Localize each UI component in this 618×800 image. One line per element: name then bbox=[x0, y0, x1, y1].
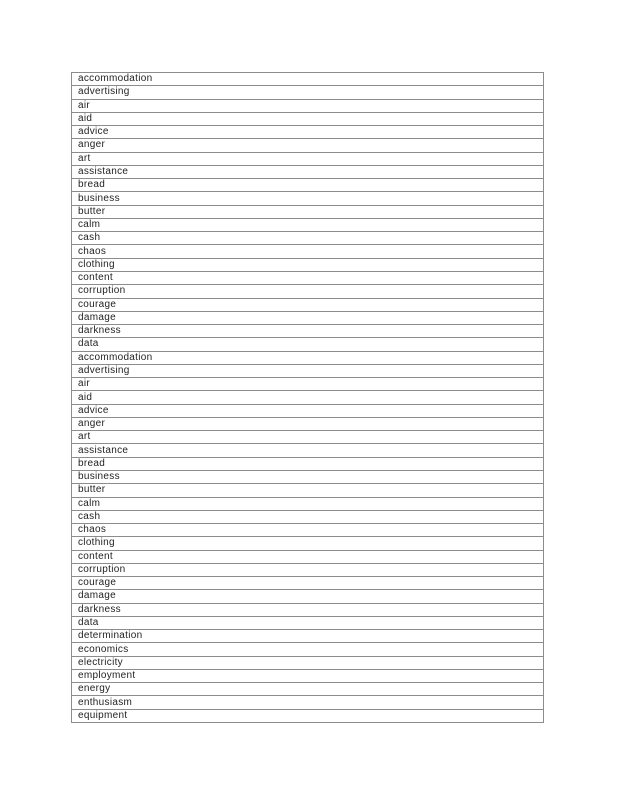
word-cell: bread bbox=[72, 457, 544, 470]
table-row bbox=[72, 709, 544, 722]
word-cell: electricity bbox=[72, 656, 544, 669]
table-row bbox=[72, 139, 544, 152]
word-cell: content bbox=[72, 271, 544, 284]
word-cell: courage bbox=[72, 298, 544, 311]
word-cell: advertising bbox=[72, 86, 544, 99]
table-row bbox=[72, 351, 544, 364]
table-row bbox=[72, 338, 544, 351]
word-cell: anger bbox=[72, 417, 544, 430]
word-cell: art bbox=[72, 152, 544, 165]
word-cell: economics bbox=[72, 643, 544, 656]
table-row bbox=[72, 524, 544, 537]
table-row bbox=[72, 192, 544, 205]
table-row bbox=[72, 271, 544, 284]
word-cell: damage bbox=[72, 590, 544, 603]
word-cell: chaos bbox=[72, 245, 544, 258]
word-cell: air bbox=[72, 378, 544, 391]
word-cell: damage bbox=[72, 311, 544, 324]
word-cell: business bbox=[72, 470, 544, 483]
word-cell: chaos bbox=[72, 524, 544, 537]
table-row bbox=[72, 179, 544, 192]
word-cell: butter bbox=[72, 484, 544, 497]
table-row bbox=[72, 245, 544, 258]
word-cell: employment bbox=[72, 669, 544, 682]
word-cell: anger bbox=[72, 139, 544, 152]
table-row bbox=[72, 404, 544, 417]
table-row bbox=[72, 669, 544, 682]
table-row bbox=[72, 391, 544, 404]
word-cell: corruption bbox=[72, 285, 544, 298]
table-row bbox=[72, 577, 544, 590]
table-row bbox=[72, 285, 544, 298]
table-row bbox=[72, 656, 544, 669]
word-list-table bbox=[71, 72, 544, 723]
word-cell: accommodation bbox=[72, 351, 544, 364]
table-row bbox=[72, 311, 544, 324]
table-row bbox=[72, 99, 544, 112]
word-cell: cash bbox=[72, 510, 544, 523]
table-row bbox=[72, 630, 544, 643]
word-cell: clothing bbox=[72, 537, 544, 550]
word-cell: butter bbox=[72, 205, 544, 218]
table-row bbox=[72, 73, 544, 86]
table-row bbox=[72, 205, 544, 218]
word-cell: content bbox=[72, 550, 544, 563]
table-row bbox=[72, 165, 544, 178]
table-row bbox=[72, 325, 544, 338]
word-cell: calm bbox=[72, 218, 544, 231]
word-cell: aid bbox=[72, 391, 544, 404]
word-cell: energy bbox=[72, 683, 544, 696]
table-row bbox=[72, 616, 544, 629]
word-cell: assistance bbox=[72, 165, 544, 178]
table-row bbox=[72, 550, 544, 563]
table-row bbox=[72, 484, 544, 497]
table-row bbox=[72, 603, 544, 616]
word-cell: data bbox=[72, 338, 544, 351]
table-row bbox=[72, 457, 544, 470]
table-row bbox=[72, 417, 544, 430]
word-cell: enthusiasm bbox=[72, 696, 544, 709]
table-row bbox=[72, 563, 544, 576]
word-cell: darkness bbox=[72, 603, 544, 616]
table-row bbox=[72, 298, 544, 311]
table-row bbox=[72, 696, 544, 709]
table-row bbox=[72, 218, 544, 231]
word-cell: calm bbox=[72, 497, 544, 510]
table-row bbox=[72, 497, 544, 510]
table-row bbox=[72, 378, 544, 391]
word-cell: art bbox=[72, 431, 544, 444]
word-cell: assistance bbox=[72, 444, 544, 457]
table-row bbox=[72, 126, 544, 139]
word-cell: business bbox=[72, 192, 544, 205]
word-cell: darkness bbox=[72, 325, 544, 338]
table-row bbox=[72, 431, 544, 444]
word-cell: courage bbox=[72, 577, 544, 590]
table-row bbox=[72, 537, 544, 550]
table-row bbox=[72, 470, 544, 483]
word-cell: advice bbox=[72, 126, 544, 139]
table-row bbox=[72, 232, 544, 245]
table-row bbox=[72, 152, 544, 165]
table-row bbox=[72, 258, 544, 271]
table-row bbox=[72, 643, 544, 656]
table-row bbox=[72, 590, 544, 603]
word-cell: equipment bbox=[72, 709, 544, 722]
table-row bbox=[72, 683, 544, 696]
word-cell: bread bbox=[72, 179, 544, 192]
table-row bbox=[72, 444, 544, 457]
word-cell: data bbox=[72, 616, 544, 629]
table-row bbox=[72, 510, 544, 523]
table-row bbox=[72, 364, 544, 377]
word-cell: corruption bbox=[72, 563, 544, 576]
word-cell: air bbox=[72, 99, 544, 112]
table-row bbox=[72, 86, 544, 99]
word-cell: advice bbox=[72, 404, 544, 417]
word-cell: accommodation bbox=[72, 73, 544, 86]
word-list-body bbox=[72, 73, 544, 723]
word-cell: advertising bbox=[72, 364, 544, 377]
word-cell: determination bbox=[72, 630, 544, 643]
table-row bbox=[72, 112, 544, 125]
word-cell: clothing bbox=[72, 258, 544, 271]
word-cell: aid bbox=[72, 112, 544, 125]
word-cell: cash bbox=[72, 232, 544, 245]
